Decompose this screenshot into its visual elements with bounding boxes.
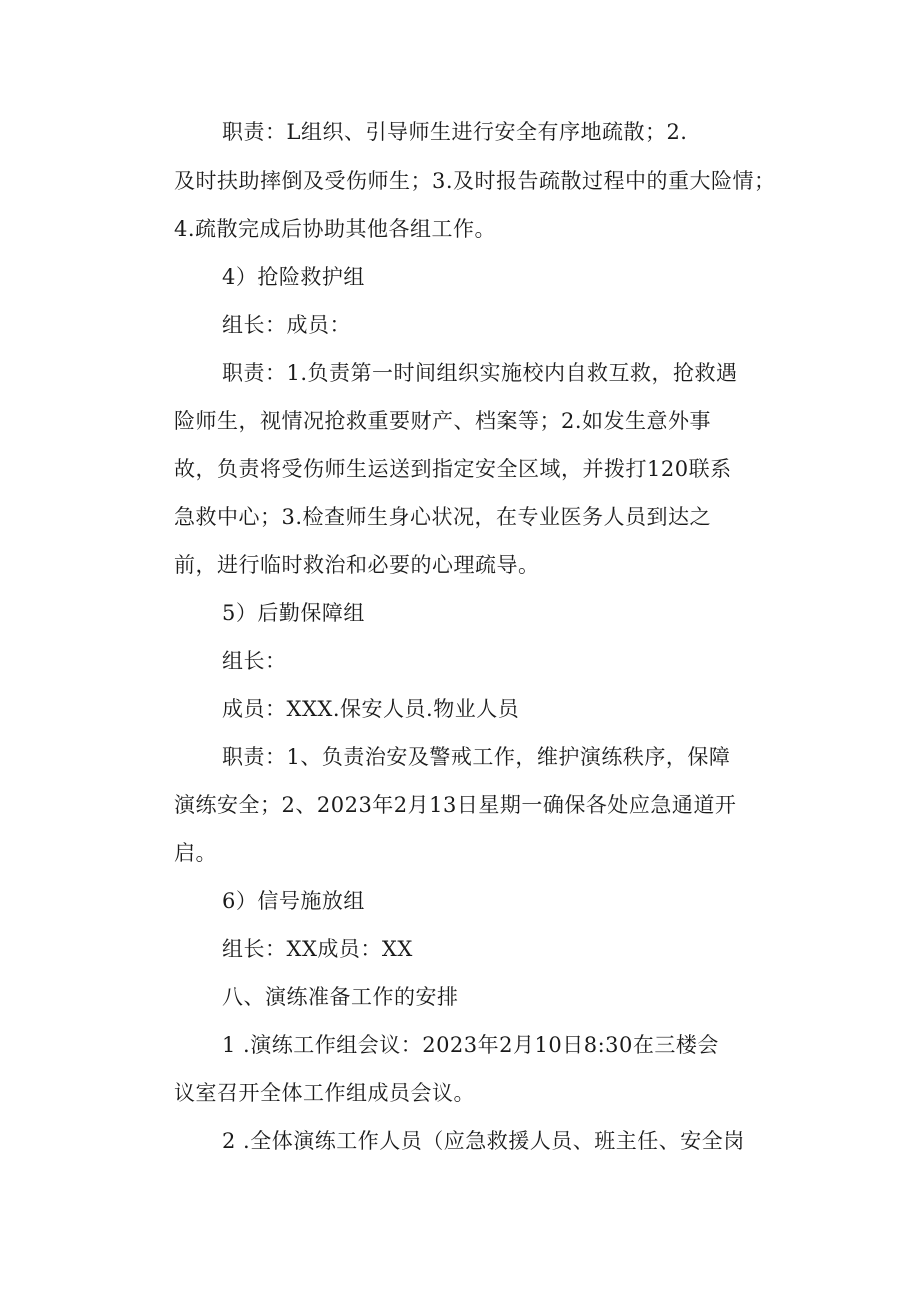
text-line: 2 .全体演练工作人员（应急救援人员、班主任、安全岗 — [222, 1129, 745, 1153]
text-line: 组长：成员： — [222, 313, 351, 337]
text-line: 启。 — [174, 841, 217, 865]
text-line: 及时扶助摔倒及受伤师生；3.及时报告疏散过程中的重大险情； — [174, 169, 776, 193]
text-line: 1 .演练工作组会议：2023年2月10日8:30在三楼会 — [222, 1033, 719, 1057]
text-line: 议室召开全体工作组成员会议。 — [174, 1081, 475, 1105]
text-line: 职责：1.负责第一时间组织实施校内自救互救，抢救遇 — [222, 361, 738, 385]
text-line: 险师生，视情况抢救重要财产、档案等；2.如发生意外事 — [174, 409, 712, 433]
text-line: 故，负责将受伤师生运送到指定安全区域，并拨打120联系 — [174, 457, 732, 481]
text-line: 组长： — [222, 649, 287, 673]
text-line: 成员：XXX.保安人员.物业人员 — [222, 697, 520, 721]
section-heading: 4）抢险救护组 — [222, 265, 365, 289]
text-line: 4.疏散完成后协助其他各组工作。 — [174, 217, 497, 241]
text-line: 职责：L组织、引导师生进行安全有序地疏散；2. — [222, 120, 688, 144]
text-line: 演练安全；2、2023年2月13日星期一确保各处应急通道开 — [174, 793, 737, 817]
text-line: 组长：XX成员：XX — [222, 937, 413, 961]
text-line: 前，进行临时救治和必要的心理疏导。 — [174, 553, 540, 577]
section-heading: 八、演练准备工作的安排 — [222, 985, 459, 1009]
text-line: 急救中心；3.检查师生身心状况，在专业医务人员到达之 — [174, 505, 712, 529]
section-heading: 6）信号施放组 — [222, 889, 365, 913]
section-heading: 5）后勤保障组 — [222, 601, 365, 625]
text-line: 职责：1、负责治安及警戒工作，维护演练秩序，保障 — [222, 745, 731, 769]
